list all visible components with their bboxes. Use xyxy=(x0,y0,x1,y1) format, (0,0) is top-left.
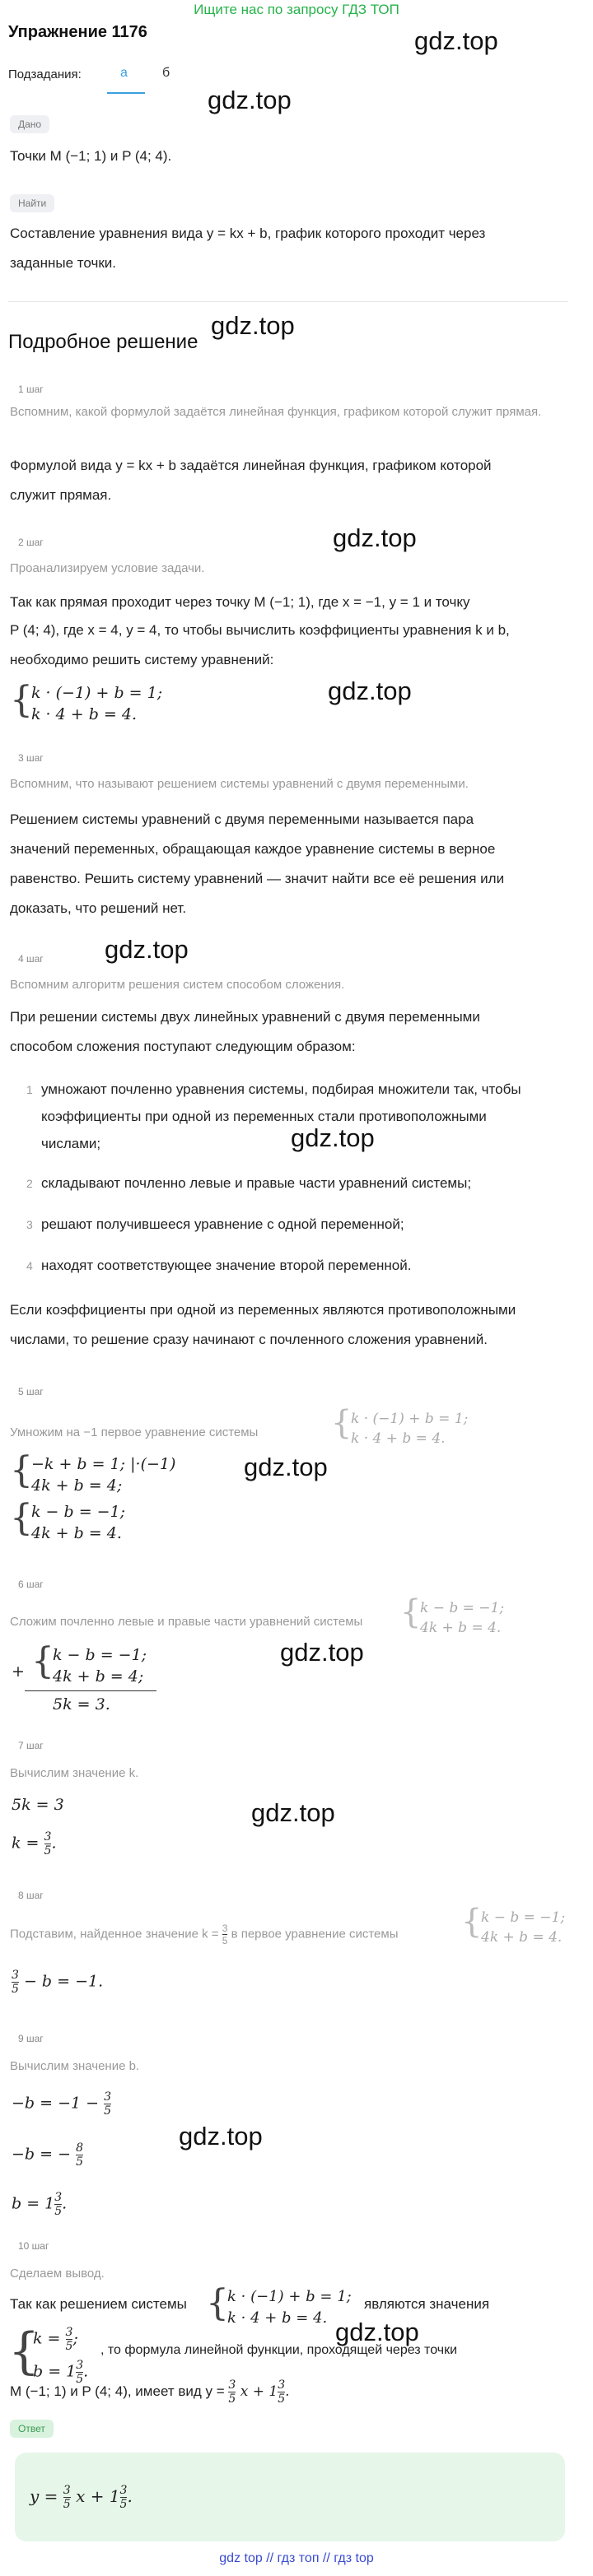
list-item: числами; xyxy=(41,1136,101,1151)
step-hint: Вспомним, какой формулой задаётся линейная функция, графиком которой служит прямая. xyxy=(10,405,542,419)
equation xyxy=(12,1969,103,1996)
step-text: числами, то решение сразу начинают с почленного сложения уравнений. xyxy=(10,1332,488,1347)
step-label: 10 шаг xyxy=(18,2240,49,2252)
fraction: $\frac{3}{5}$ xyxy=(76,2359,84,2386)
equation: −b = −1 − $\frac{3}{5}$ xyxy=(12,2090,112,2118)
system-brace: { xyxy=(461,1903,483,1941)
find-text: заданные точки. xyxy=(10,255,116,271)
step-label: 2 шаг xyxy=(18,537,44,548)
watermark: gdz.top xyxy=(251,1798,335,1827)
equation: k = $\frac{3}{5}$ . xyxy=(12,1830,57,1858)
system-brace: { xyxy=(400,1593,422,1631)
equation: 4k + b = 4. xyxy=(420,1620,502,1636)
sum-line xyxy=(25,1690,156,1691)
system-brace: { xyxy=(10,679,33,721)
tab-a[interactable]: а xyxy=(120,66,128,80)
system-brace: { xyxy=(206,2282,229,2324)
step-hint: Проанализируем условие задачи. xyxy=(10,561,205,575)
equation: −k + b = 1; |·(−1) xyxy=(31,1455,176,1473)
equation: k = $\frac{3}{5}$ ; xyxy=(33,2326,78,2353)
watermark: gdz.top xyxy=(328,677,412,705)
step-hint: Вспомним алгоритм решения систем способом сложения. xyxy=(10,978,345,992)
watermark: gdz.top xyxy=(291,1123,375,1152)
step-label: 8 шаг xyxy=(18,1890,44,1901)
watermark: gdz.top xyxy=(333,523,417,552)
fraction: $\frac{3}{5}$ xyxy=(278,2378,286,2406)
fraction: $\frac{3}{5}$ xyxy=(54,2191,63,2218)
step-text: Решением системы уравнений с двумя переменными называется пара xyxy=(10,811,474,827)
active-tab-indicator xyxy=(107,92,145,94)
equation: k · (−1) + b = 1; xyxy=(227,2288,352,2305)
step-hint xyxy=(10,1923,398,1946)
step-text: равенство. Решить систему уравнений — значит найти все её решения или xyxy=(10,871,505,886)
equation: k − b = −1; xyxy=(481,1909,566,1926)
given-text: Точки M (−1; 1) и P (4; 4). xyxy=(10,148,172,164)
equation-rest: − b = −1. xyxy=(23,1972,104,1991)
list-item: находят соответствующее значение второй переменной. xyxy=(41,1258,412,1273)
equation: k · 4 + b = 4. xyxy=(227,2309,328,2327)
step-label: 7 шаг xyxy=(18,1740,44,1751)
step-label: 3 шаг xyxy=(18,752,44,764)
answer-tag: Ответ xyxy=(10,2420,54,2438)
find-tag: Найти xyxy=(10,194,54,212)
step-hint: Сложим почленно левые и правые части уравнений системы xyxy=(10,1615,363,1629)
fraction: $\frac{8}{5}$ xyxy=(76,2141,83,2169)
fraction: $\frac{3}{5}$ xyxy=(222,1923,228,1946)
equation: 4k + b = 4; xyxy=(53,1667,144,1686)
watermark: gdz.top xyxy=(280,1638,364,1667)
equation: k − b = −1; xyxy=(53,1646,147,1664)
equation: 5k = 3. xyxy=(53,1695,110,1713)
answer-equation: y = $\frac{3}{5}$ x + 1 $\frac{3}{5}$ . xyxy=(30,2484,133,2511)
step-text: Так как прямая проходит через точку M (−1; 1), где x = −1, y = 1 и точку xyxy=(10,594,470,610)
step-text: Так как решением системы xyxy=(10,2296,187,2312)
fraction: $\frac{3}{5}$ xyxy=(65,2326,73,2353)
step-label: 1 шаг xyxy=(18,384,44,395)
step-hint: Вспомним, что называют решением системы уравнений с двумя переменными. xyxy=(10,777,469,791)
equation: k · 4 + b = 4. xyxy=(351,1430,446,1447)
system-brace: { xyxy=(10,1449,33,1491)
step-text: Формулой вида y = kx + b задаётся линейная функция, графиком которой xyxy=(10,458,492,473)
step-hint: Умножим на −1 первое уравнение системы xyxy=(10,1425,259,1439)
system-brace: { xyxy=(331,1404,353,1442)
step-hint: Сделаем вывод. xyxy=(10,2267,105,2281)
equation: 5k = 3 xyxy=(12,1796,64,1814)
watermark: gdz.top xyxy=(208,86,292,114)
fraction: $\frac{3}{5}$ xyxy=(104,2090,112,2118)
step-text: M (−1; 1) и P (4; 4), имеет вид y = $\frac{3}{5}$ x + 1 $\frac{3}{5}$ . xyxy=(10,2378,290,2406)
equation: k · (−1) + b = 1; xyxy=(351,1411,469,1427)
list-item: складывают почленно левые и правые части уравнений системы; xyxy=(41,1175,472,1191)
k-label: k = xyxy=(12,1834,40,1853)
list-item: коэффициенты при одной из переменных стали противоположными xyxy=(41,1109,487,1124)
watermark: gdz.top xyxy=(211,311,295,340)
list-number: 4 xyxy=(26,1259,33,1272)
fraction: $\frac{3}{5}$ xyxy=(44,1830,52,1858)
step-hint: Вычислим значение b. xyxy=(10,2059,140,2073)
step-text: служит прямая. xyxy=(10,487,112,503)
step-label: 5 шаг xyxy=(18,1386,44,1397)
page-title: Упражнение 1176 xyxy=(8,23,147,41)
plus-sign: + xyxy=(12,1662,25,1681)
step-hint: Вычислим значение k. xyxy=(10,1766,139,1780)
step-label: 6 шаг xyxy=(18,1579,44,1590)
list-number: 1 xyxy=(26,1083,33,1096)
equation: k · (−1) + b = 1; xyxy=(31,684,163,702)
system-brace: { xyxy=(8,2323,40,2380)
divider xyxy=(8,301,568,302)
equation: 4k + b = 4; xyxy=(31,1476,123,1495)
equation: b = 1 $\frac{3}{5}$ . xyxy=(33,2359,89,2386)
step-text: необходимо решить систему уравнений: xyxy=(10,652,274,667)
system-brace: { xyxy=(31,1640,54,1682)
given-tag: Дано xyxy=(10,115,49,133)
subtasks-label: Подзадания: xyxy=(8,67,82,81)
equation: 4k + b = 4. xyxy=(31,1524,122,1542)
list-item: решают получившееся уравнение с одной переменной; xyxy=(41,1216,404,1232)
fraction: $\frac{3}{5}$ xyxy=(63,2484,71,2511)
hint-part: в первое уравнение системы xyxy=(231,1927,399,1941)
list-item: умножают почленно уравнения системы, подбирая множители так, чтобы xyxy=(41,1081,521,1097)
step-text: способом сложения поступают следующим образом: xyxy=(10,1039,356,1054)
list-number: 3 xyxy=(26,1218,33,1231)
find-text: Составление уравнения вида y = kx + b, график которого проходит через xyxy=(10,226,486,241)
top-banner[interactable]: Ищите нас по запросу ГДЗ ТОП xyxy=(194,2,399,17)
fraction: $\frac{3}{5}$ xyxy=(119,2484,128,2511)
watermark: gdz.top xyxy=(414,26,498,55)
watermark: gdz.top xyxy=(105,935,189,964)
fraction: $\frac{3}{5}$ xyxy=(12,1969,19,1996)
equation: k − b = −1; xyxy=(420,1600,505,1616)
hint-part: Подставим, найденное значение k = xyxy=(10,1927,219,1941)
step-text: P (4; 4), где x = 4, y = 4, то чтобы вычислить коэффициенты уравнения k и b, xyxy=(10,622,510,638)
step-text: При решении системы двух линейных уравнений с двумя переменными xyxy=(10,1009,480,1025)
equation: k · 4 + b = 4. xyxy=(31,705,138,723)
step-text: , то формула линейной функции, проходящей через точки xyxy=(100,2343,458,2357)
equation: b = 1 $\frac{3}{5}$ . xyxy=(12,2191,68,2218)
fraction: $\frac{3}{5}$ xyxy=(228,2378,236,2406)
section-heading: Подробное решение xyxy=(8,331,198,353)
watermark: gdz.top xyxy=(244,1453,328,1481)
watermark: gdz.top xyxy=(335,2318,419,2346)
step-text: являются значения xyxy=(364,2296,490,2312)
equation: 4k + b = 4. xyxy=(481,1929,563,1946)
watermark: gdz.top xyxy=(179,2122,263,2151)
step-text: значений переменных, обращающая каждое уравнение системы в верное xyxy=(10,841,496,857)
footer-links[interactable]: gdz top // гдз топ // гдз top xyxy=(219,2551,374,2565)
step-label: 4 шаг xyxy=(18,953,44,965)
list-number: 2 xyxy=(26,1177,33,1190)
equation: k − b = −1; xyxy=(31,1503,126,1521)
step-text: Если коэффициенты при одной из переменных являются противоположными xyxy=(10,1302,516,1318)
tab-b[interactable]: б xyxy=(162,66,170,80)
system-brace: { xyxy=(10,1497,33,1539)
equation: −b = − $\frac{8}{5}$ xyxy=(12,2141,83,2169)
step-text: доказать, что решений нет. xyxy=(10,900,187,916)
step-label: 9 шаг xyxy=(18,2033,44,2044)
